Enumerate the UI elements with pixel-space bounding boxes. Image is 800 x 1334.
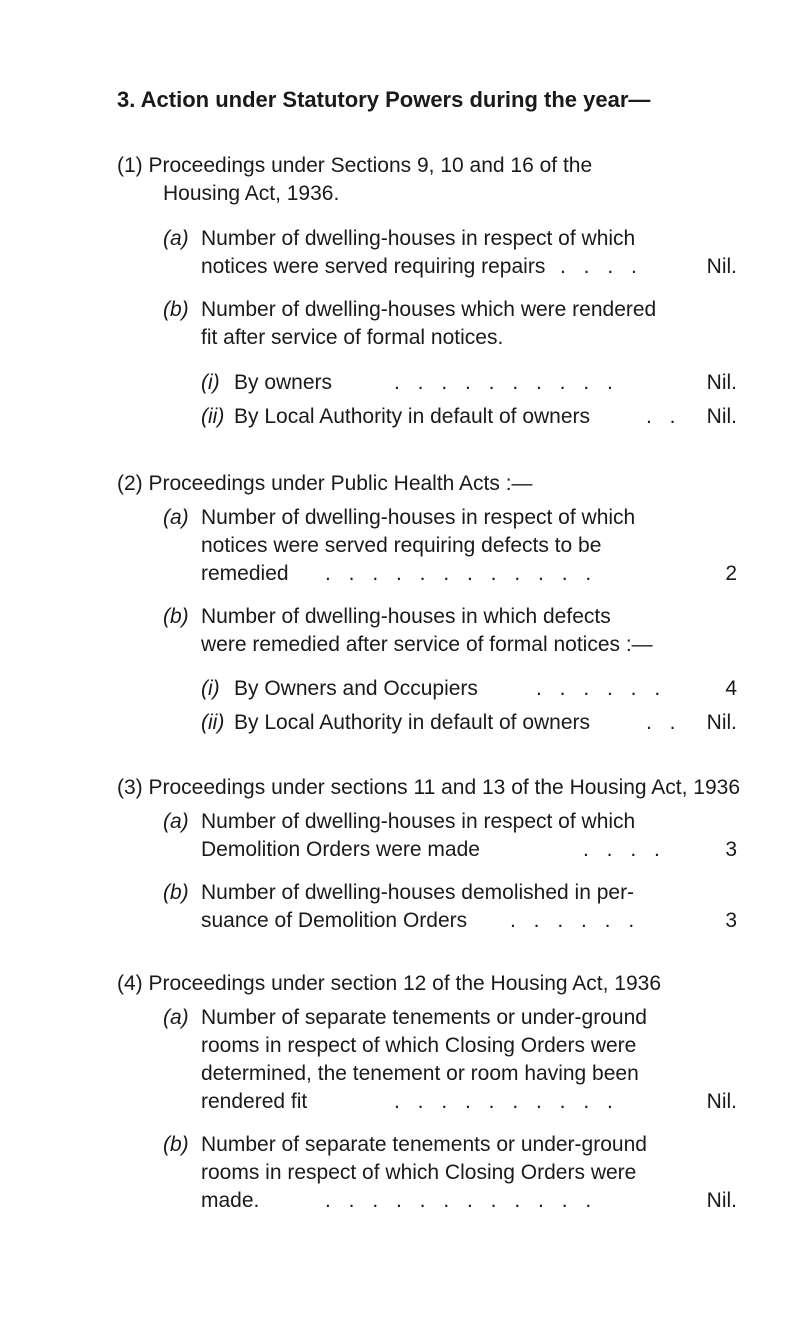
s4-a-line3: determined, the tenement or room having been — [201, 1062, 639, 1085]
s1-a-label: (a) — [163, 227, 189, 250]
s1-a-line2: notices were served requiring repairs — [201, 255, 546, 278]
s1-i-value: Nil. — [706, 371, 737, 394]
s2-i-text: By Owners and Occupiers — [234, 677, 478, 700]
s2-ii-value: Nil. — [706, 711, 737, 734]
s1-ii-label: (ii) — [201, 405, 225, 428]
s2-b-label: (b) — [163, 605, 189, 628]
s3-b-line1: Number of dwelling-houses demolished in per- — [201, 881, 635, 904]
s4-b-value: Nil. — [706, 1189, 737, 1212]
s2-a-value: 2 — [725, 562, 737, 585]
s1-ii-leader: . . — [646, 405, 682, 428]
s1-a-leader: . . . . — [560, 255, 643, 278]
s1-title-line2: Housing Act, 1936. — [163, 182, 340, 205]
s3-a-value: 3 — [725, 838, 737, 861]
s4-a-line4: rendered fit — [201, 1090, 308, 1113]
s4-a-label: (a) — [163, 1006, 189, 1029]
s4-a-line2: rooms in respect of which Closing Orders were — [201, 1034, 637, 1057]
s2-ii-label: (ii) — [201, 711, 225, 734]
section-heading: 3. Action under Statutory Powers during the year— — [117, 87, 651, 112]
s3-a-label: (a) — [163, 810, 189, 833]
s1-ii-value: Nil. — [706, 405, 737, 428]
s2-a-leader: . . . . . . . . . . . . — [325, 562, 598, 585]
s3-b-line2: suance of Demolition Orders — [201, 909, 468, 932]
s1-ii-text: By Local Authority in default of owners — [234, 405, 591, 428]
s4-title: (4) Proceedings under section 12 of the Housing Act, 1936 — [117, 972, 662, 995]
s1-i-label: (i) — [201, 371, 220, 394]
s2-i-leader: . . . . . . — [536, 677, 667, 700]
s4-b-label: (b) — [163, 1133, 189, 1156]
s1-a-line1: Number of dwelling-houses in respect of which — [201, 227, 636, 250]
s1-a-value: Nil. — [706, 255, 737, 278]
s2-title: (2) Proceedings under Public Health Acts :— — [117, 472, 533, 495]
s2-b-line1: Number of dwelling-houses in which defects — [201, 605, 611, 628]
s4-a-line1: Number of separate tenements or under-ground — [201, 1006, 647, 1029]
s1-i-leader: . . . . . . . . . . — [394, 371, 619, 394]
s3-a-line2: Demolition Orders were made — [201, 838, 480, 861]
s4-b-line2: rooms in respect of which Closing Orders were — [201, 1161, 637, 1184]
s2-ii-leader: . . — [646, 711, 682, 734]
s4-a-value: Nil. — [706, 1090, 737, 1113]
s3-b-leader: . . . . . . — [510, 909, 641, 932]
s3-b-label: (b) — [163, 881, 189, 904]
s2-a-line2: notices were served requiring defects to be — [201, 534, 602, 557]
s3-b-value: 3 — [725, 909, 737, 932]
s2-i-label: (i) — [201, 677, 220, 700]
s2-ii-text: By Local Authority in default of owners — [234, 711, 591, 734]
s1-title-line1: (1) Proceedings under Sections 9, 10 and 16 of the — [117, 154, 593, 177]
s3-title: (3) Proceedings under sections 11 and 13 of the Housing Act, 1936 — [117, 776, 741, 799]
s2-a-line3: remedied — [201, 562, 289, 585]
s4-b-line3: made. — [201, 1189, 260, 1212]
s2-i-value: 4 — [725, 677, 737, 700]
s2-a-line1: Number of dwelling-houses in respect of which — [201, 506, 636, 529]
s4-a-leader: . . . . . . . . . . — [394, 1090, 619, 1113]
s3-a-line1: Number of dwelling-houses in respect of which — [201, 810, 636, 833]
s1-i-text: By owners — [234, 371, 333, 394]
s4-b-line1: Number of separate tenements or under-ground — [201, 1133, 647, 1156]
s4-b-leader: . . . . . . . . . . . . — [325, 1189, 598, 1212]
s2-b-line2: were remedied after service of formal notices :— — [201, 633, 653, 656]
s3-a-leader: . . . . — [583, 838, 666, 861]
s1-b-line1: Number of dwelling-houses which were rendered — [201, 298, 657, 321]
s1-b-label: (b) — [163, 298, 189, 321]
s1-b-line2: fit after service of formal notices. — [201, 326, 504, 349]
s2-a-label: (a) — [163, 506, 189, 529]
